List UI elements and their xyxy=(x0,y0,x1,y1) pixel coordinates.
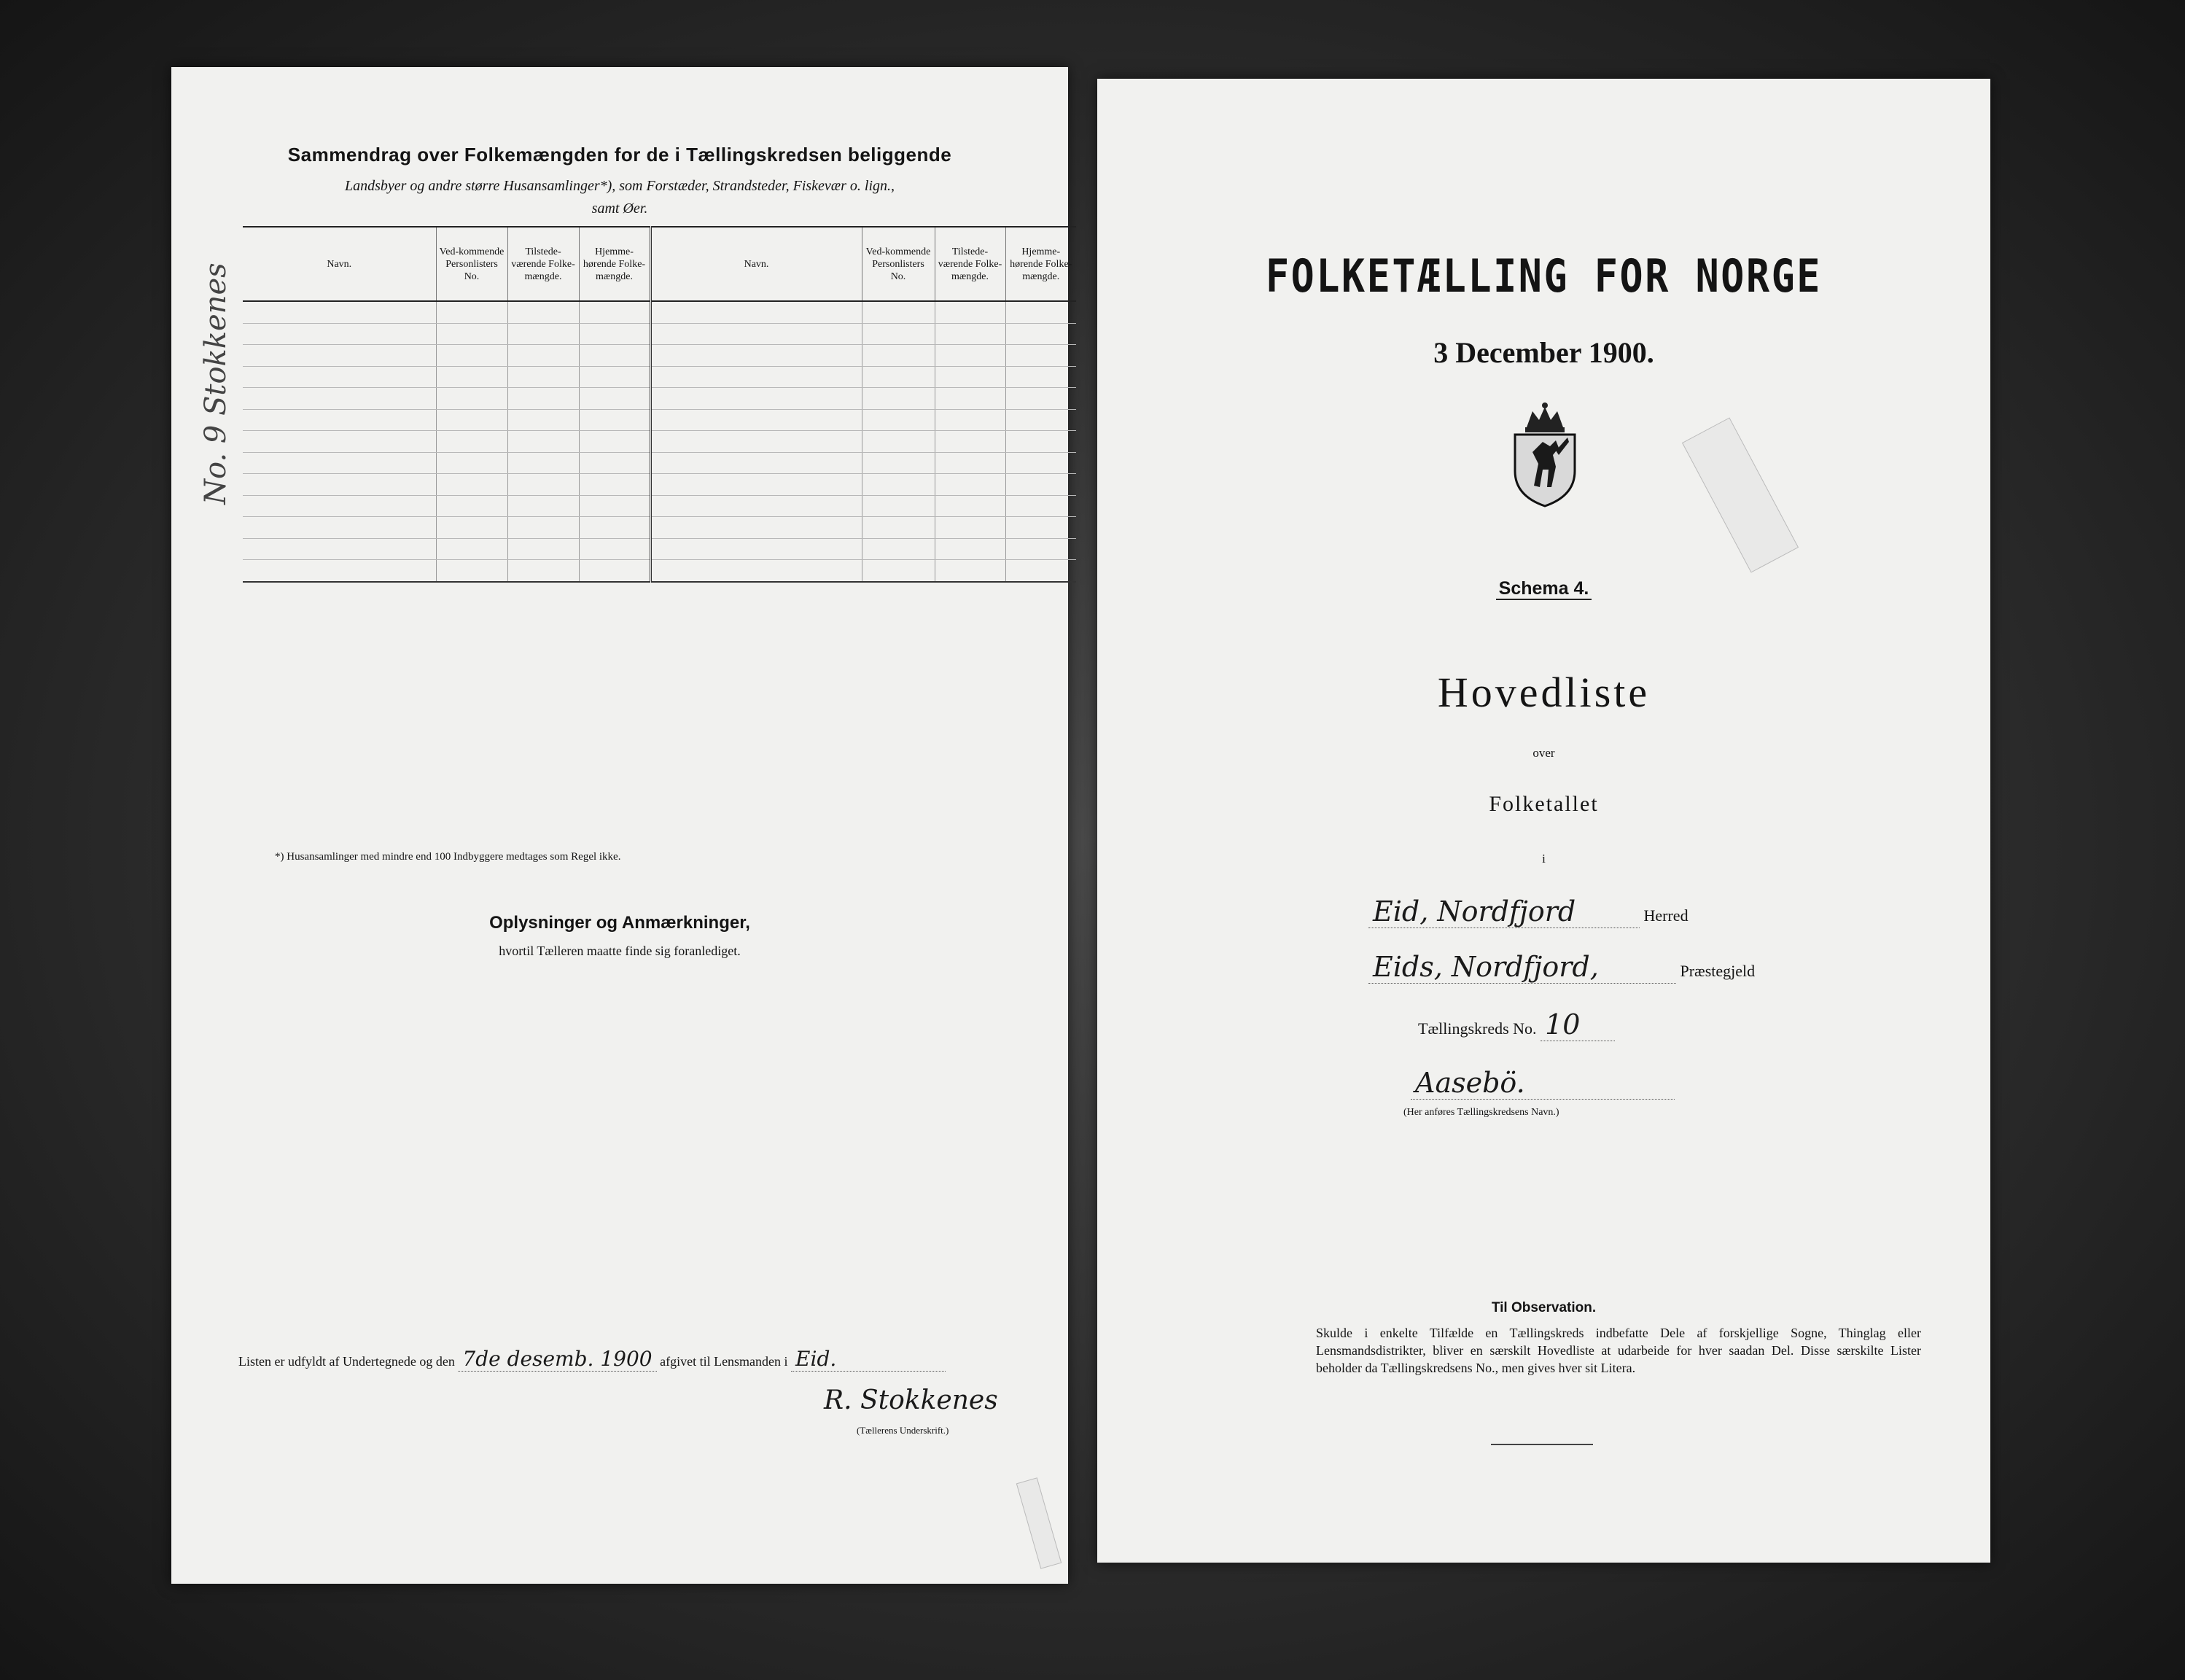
table-cell xyxy=(862,431,935,453)
submission-place: Eid. xyxy=(791,1347,946,1372)
table-cell xyxy=(650,452,862,474)
table-cell xyxy=(1005,388,1076,410)
praestegjeld-label: Præstegjeld xyxy=(1680,962,1756,980)
table-cell xyxy=(862,366,935,388)
table-cell xyxy=(1005,409,1076,431)
summary-subtitle-2: samt Øer. xyxy=(591,201,648,217)
i-text: i xyxy=(1542,852,1546,866)
table-cell xyxy=(436,366,507,388)
kreds-number: 10 xyxy=(1541,1008,1615,1041)
table-cell xyxy=(436,560,507,582)
table-cell xyxy=(243,366,436,388)
table-cell xyxy=(1005,452,1076,474)
submission-text-middle: afgivet til Lensmanden i xyxy=(660,1354,788,1369)
table-cell xyxy=(579,323,650,345)
col-header-hjemmehorende-2: Hjemme-hørende Folke-mængde. xyxy=(1005,227,1076,301)
table-cell xyxy=(650,431,862,453)
table-cell xyxy=(935,517,1005,539)
table-cell xyxy=(579,517,650,539)
table-cell xyxy=(507,301,579,323)
remarks-subtitle: hvortil Tælleren maatte finde sig foranlediget. xyxy=(499,944,741,958)
table-cell xyxy=(243,474,436,496)
table-row xyxy=(243,366,1076,388)
table-cell xyxy=(650,366,862,388)
table-cell xyxy=(650,495,862,517)
table-cell xyxy=(579,560,650,582)
list-title: Hovedliste xyxy=(1437,669,1651,716)
table-cell xyxy=(650,409,862,431)
submission-text-before: Listen er udfyldt af Undertegnede og den xyxy=(238,1354,455,1369)
table-cell xyxy=(935,431,1005,453)
table-cell xyxy=(650,323,862,345)
table-row xyxy=(243,538,1076,560)
col-header-navn: Navn. xyxy=(243,227,436,301)
table-row xyxy=(243,345,1076,367)
table-cell xyxy=(243,452,436,474)
table-cell xyxy=(862,474,935,496)
table-cell xyxy=(579,452,650,474)
coat-of-arms-icon xyxy=(1505,400,1585,509)
table-cell xyxy=(243,323,436,345)
table-cell xyxy=(1005,517,1076,539)
summary-title: Sammendrag over Folkemængden for de i Tællingskredsen beliggende xyxy=(287,144,952,166)
table-cell xyxy=(650,538,862,560)
table-cell xyxy=(243,431,436,453)
margin-note: No. 9 Stokkenes xyxy=(199,262,233,505)
table-cell xyxy=(243,495,436,517)
tape-strip xyxy=(1682,417,1799,572)
table-cell xyxy=(243,388,436,410)
right-page xyxy=(1097,79,1990,1563)
table-row xyxy=(243,517,1076,539)
table-row xyxy=(243,431,1076,453)
table-cell xyxy=(1005,301,1076,323)
table-cell xyxy=(935,366,1005,388)
table-cell xyxy=(1005,495,1076,517)
table-cell xyxy=(650,301,862,323)
kreds-name-field xyxy=(1411,1067,1675,1100)
table-cell xyxy=(579,538,650,560)
herred-value: Eid, Nordfjord xyxy=(1368,895,1640,928)
table-row xyxy=(243,474,1076,496)
table-cell xyxy=(507,495,579,517)
table-cell xyxy=(243,345,436,367)
table-row xyxy=(243,452,1076,474)
table-cell xyxy=(862,345,935,367)
table-cell xyxy=(1005,474,1076,496)
col-header-tilstedevaerende: Tilstede-værende Folke-mængde. xyxy=(507,227,579,301)
table-cell xyxy=(935,409,1005,431)
table-cell xyxy=(650,345,862,367)
table-cell xyxy=(862,560,935,582)
table-cell xyxy=(650,388,862,410)
submission-line xyxy=(238,1347,1068,1372)
observation-text: Skulde i enkelte Tilfælde en Tællingskreds indbefatte Dele af forskjellige Sogne, Thinglag eller Lensmandsdistrikter, bliver en særskilt Hovedliste at udarbeide for hver saadan Del. Disse særskilte Lister beholder da Tællingskredsens No., men gives hver sit Litera. xyxy=(1316,1326,1921,1375)
remarks-title: Oplysninger og Anmærkninger, xyxy=(489,913,750,933)
table-cell xyxy=(862,495,935,517)
table-cell xyxy=(507,517,579,539)
table-row xyxy=(243,323,1076,345)
table-cell xyxy=(507,560,579,582)
table-cell xyxy=(935,323,1005,345)
table-cell xyxy=(436,517,507,539)
praestegjeld-field xyxy=(1368,951,1755,984)
table-cell xyxy=(935,560,1005,582)
table-cell xyxy=(507,474,579,496)
table-cell xyxy=(243,538,436,560)
table-cell xyxy=(650,474,862,496)
table-cell xyxy=(935,301,1005,323)
table-cell xyxy=(935,474,1005,496)
col-header-personlister-2: Ved-kommende Personlisters No. xyxy=(862,227,935,301)
col-header-hjemmehorende: Hjemme-hørende Folke-mængde. xyxy=(579,227,650,301)
table-cell xyxy=(579,409,650,431)
census-date: 3 December 1900. xyxy=(1433,336,1654,369)
col-header-personlister: Ved-kommende Personlisters No. xyxy=(436,227,507,301)
observation-rule xyxy=(1491,1444,1593,1445)
folketallet-text: Folketallet xyxy=(1489,792,1599,816)
table-cell xyxy=(436,431,507,453)
table-cell xyxy=(650,517,862,539)
table-row xyxy=(243,495,1076,517)
table-cell xyxy=(243,560,436,582)
table-cell xyxy=(507,431,579,453)
table-cell xyxy=(1005,560,1076,582)
table-cell xyxy=(1005,538,1076,560)
table-row xyxy=(243,301,1076,323)
herred-label: Herred xyxy=(1643,906,1689,925)
table-cell xyxy=(436,323,507,345)
enumerator-signature: R. Stokkenes xyxy=(824,1385,998,1415)
table-cell xyxy=(243,301,436,323)
left-page xyxy=(171,67,1072,1584)
table-cell xyxy=(436,409,507,431)
table-cell xyxy=(507,452,579,474)
table-cell xyxy=(507,409,579,431)
table-row xyxy=(243,388,1076,410)
schema-text: Schema 4. xyxy=(1496,578,1592,600)
main-title: FOLKETÆLLING FOR NORGE xyxy=(1265,249,1822,303)
table-cell xyxy=(935,495,1005,517)
submission-date: 7de desemb. 1900 xyxy=(458,1347,656,1372)
table-row xyxy=(243,409,1076,431)
table-cell xyxy=(507,388,579,410)
table-cell xyxy=(579,345,650,367)
table-cell xyxy=(507,538,579,560)
kreds-field xyxy=(1418,1008,1615,1041)
table-cell xyxy=(579,301,650,323)
table-cell xyxy=(507,366,579,388)
table-cell xyxy=(935,452,1005,474)
table-header-row xyxy=(243,227,1076,301)
table-cell xyxy=(507,323,579,345)
table-cell xyxy=(862,388,935,410)
table-cell xyxy=(579,474,650,496)
table-cell xyxy=(436,474,507,496)
herred-field xyxy=(1368,895,1689,928)
table-cell xyxy=(862,538,935,560)
table-cell xyxy=(436,345,507,367)
table-cell xyxy=(579,431,650,453)
summary-table xyxy=(243,226,1076,583)
table-cell xyxy=(243,517,436,539)
table-cell xyxy=(436,301,507,323)
table-cell xyxy=(579,366,650,388)
table-cell xyxy=(579,495,650,517)
kreds-name-value: Aasebö. xyxy=(1411,1067,1675,1100)
table-cell xyxy=(862,409,935,431)
signature-caption: (Tællerens Underskrift.) xyxy=(857,1425,949,1436)
table-cell xyxy=(436,495,507,517)
table-cell xyxy=(579,388,650,410)
table-cell xyxy=(1005,323,1076,345)
table-cell xyxy=(1005,366,1076,388)
table-cell xyxy=(862,323,935,345)
table-cell xyxy=(862,517,935,539)
col-header-navn-2: Navn. xyxy=(650,227,862,301)
kreds-label: Tællingskreds No. xyxy=(1418,1019,1537,1038)
table-row xyxy=(243,560,1076,582)
praestegjeld-value: Eids, Nordfjord, xyxy=(1368,951,1676,984)
over-text: over xyxy=(1532,746,1555,760)
table-cell xyxy=(650,560,862,582)
table-cell xyxy=(507,345,579,367)
table-cell xyxy=(436,538,507,560)
table-cell xyxy=(1005,431,1076,453)
observation-title: Til Observation. xyxy=(1491,1300,1597,1315)
table-cell xyxy=(243,409,436,431)
table-cell xyxy=(935,345,1005,367)
table-cell xyxy=(862,452,935,474)
table-cell xyxy=(436,452,507,474)
footnote: *) Husansamlinger med mindre end 100 Indbyggere medtages som Regel ikke. xyxy=(275,851,621,863)
table-cell xyxy=(935,388,1005,410)
table-cell xyxy=(436,388,507,410)
table-cell xyxy=(1005,345,1076,367)
schema-label xyxy=(1097,578,1990,599)
table-cell xyxy=(935,538,1005,560)
col-header-tilstedevaerende-2: Tilstede-værende Folke-mængde. xyxy=(935,227,1005,301)
table-cell xyxy=(862,301,935,323)
kreds-name-caption: (Her anføres Tællingskredsens Navn.) xyxy=(1403,1107,1559,1118)
summary-table-body xyxy=(243,301,1076,582)
summary-subtitle: Landsbyer og andre større Husansamlinger*), som Forstæder, Strandsteder, Fiskevær o. lign., xyxy=(344,178,895,194)
